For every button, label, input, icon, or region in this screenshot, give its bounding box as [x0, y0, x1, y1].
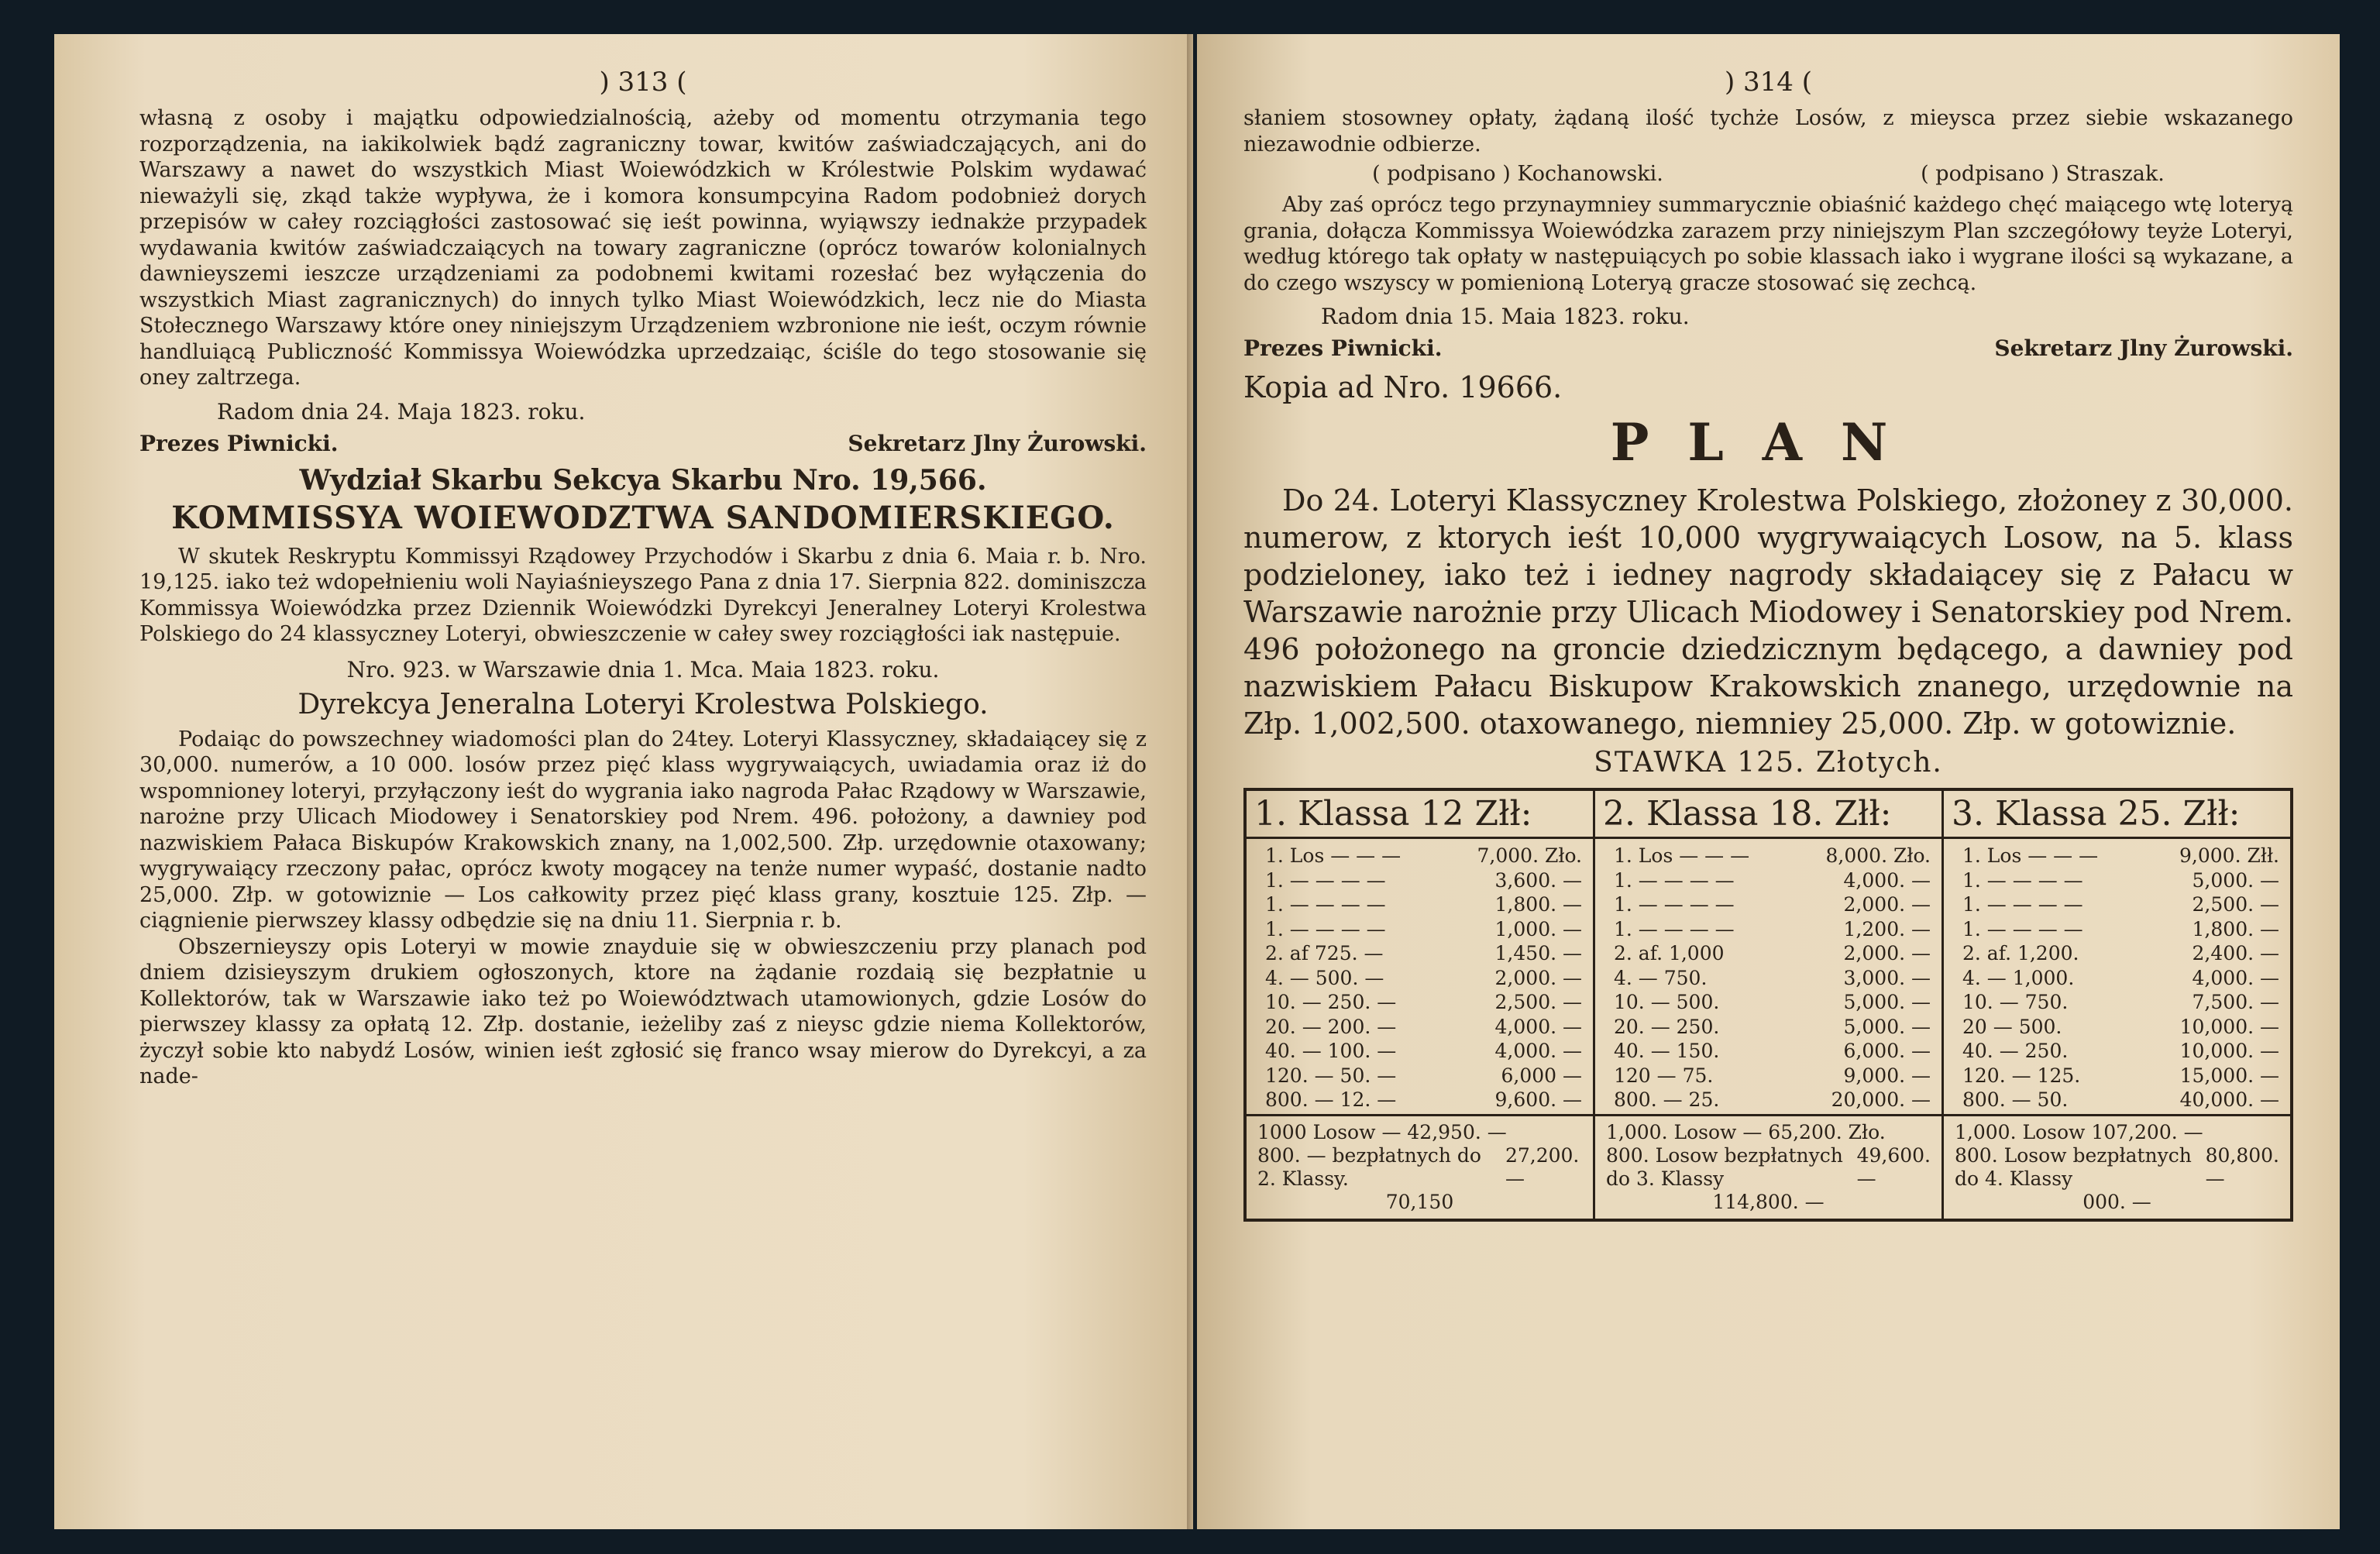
table-row: [1962, 1015, 2279, 1040]
table-row: [1962, 990, 2279, 1015]
class-column: [1944, 791, 2290, 1219]
row-label: 40. — 100. —: [1265, 1040, 1397, 1062]
class-header: 1. Klassa 12 Złł:: [1247, 791, 1593, 839]
class-header: 3. Klassa 25. Złł:: [1944, 791, 2290, 839]
row-label: 1. — — — —: [1962, 917, 2083, 940]
row-value: 2,400. —: [2192, 942, 2279, 964]
table-row: [1265, 1088, 1582, 1112]
row-value: 2,500. —: [2192, 893, 2279, 916]
paragraph: Aby zaś oprócz tego przynaymniey summarycznie obiaśnić każdego chęć maiącego wtę loteryą grania, dołącza Kommissya Woiewódzka zarazem przy niniejszym Plan szczegółowy teyże Loteryi, według którego tak opłaty w następuiących po sobie klassach iako i wygrane ilości są wykazane, a do czego wszyscy w pomienioną Loteryą gracze stosować się zechcą.: [1243, 193, 2293, 295]
signatures: [1243, 335, 2293, 361]
row-value: 20,000. —: [1831, 1088, 1931, 1111]
summary-row: [1606, 1144, 1931, 1191]
row-value: 5,000. —: [2192, 868, 2279, 892]
class-rows: [1595, 839, 1941, 1114]
row-value: 9,000. Złł.: [2179, 844, 2279, 867]
row-label: 20. — 250.: [1614, 1015, 1720, 1038]
row-value: 4,000. —: [1494, 1040, 1582, 1062]
summary-free: 800. Losow bezpłatnych do 4. Klassy: [1955, 1143, 2192, 1190]
summary-row: [1955, 1144, 2279, 1191]
row-label: 1. — — — —: [1614, 917, 1735, 940]
row-label: 1. — — — —: [1962, 868, 2083, 892]
summary-losow: 1,000. Losow 107,200. —: [1955, 1120, 2203, 1143]
table-row: [1265, 1064, 1582, 1088]
summary-total: 114,800. —: [1712, 1190, 1825, 1213]
row-label: 4. — 500. —: [1265, 966, 1384, 989]
nro-line: Nro. 923. w Warszawie dnia 1. Mca. Maia 1823. roku.: [346, 656, 940, 682]
class-column: [1595, 791, 1944, 1219]
row-value: 2,500. —: [1494, 991, 1582, 1013]
row-value: 3,600. —: [1494, 868, 1582, 892]
summary-total: 000. —: [2082, 1190, 2151, 1213]
row-value: 4,000. —: [1843, 868, 1931, 892]
row-label: 20. — 200. —: [1265, 1015, 1397, 1038]
plan-title: PLAN: [1610, 412, 1927, 473]
row-value: 7,500. —: [2192, 991, 2279, 1013]
page-number: ) 313 (: [599, 67, 687, 98]
row-value: 4,000. —: [2192, 966, 2279, 989]
row-value: 6,000 —: [1501, 1064, 1582, 1087]
date-line: Radom dnia 24. Maja 1823. roku.: [217, 398, 586, 425]
summary-amount: 27,200. —: [1505, 1143, 1580, 1190]
paragraph: Obszernieyszy opis Loteryi w mowie znayduie się w obwieszczeniu przy planach pod dniem dzisieyszym drukiem ogłoszonych, ktore na żądanie rozdaią się bezpłatnie u Kollektorów, tak w Warszawie iako też po Woiewództwach utamowionych, gdzie Losów do pierwszey klassy za opłatą 12. Złp. dostanie, ieżeliby zaś z nieysc gdzie niema Kollektorów, życzył sobie kto nabydź Losów, winien ieśt zgłosić się franco wsay mierow do Dyrekcyi, a za nade-: [139, 934, 1147, 1088]
row-label: 4. — 750.: [1614, 966, 1708, 989]
row-value: 4,000. —: [1494, 1015, 1582, 1038]
row-label: 120. — 125.: [1962, 1064, 2081, 1087]
lottery-table: [1243, 788, 2293, 1222]
row-value: 5,000. —: [1843, 991, 1931, 1013]
prezes-signature: Prezes Piwnicki.: [1243, 335, 1443, 361]
row-value: 1,000. —: [1494, 917, 1582, 940]
row-label: 1. Los — — —: [1265, 844, 1402, 867]
summary-amount: 49,600. —: [1856, 1143, 1931, 1190]
class-summary: [1944, 1114, 2290, 1219]
row-value: 1,800. —: [2192, 917, 2279, 940]
table-row: [1265, 966, 1582, 991]
row-label: 40. — 150.: [1614, 1040, 1720, 1062]
table-row: [1962, 844, 2279, 868]
table-row: [1962, 1088, 2279, 1112]
summary-losow: 1000 Losow — 42,950. —: [1257, 1120, 1507, 1143]
row-value: 7,000. Zło.: [1477, 844, 1582, 867]
row-value: 1,200. —: [1843, 917, 1931, 940]
row-value: 1,450. —: [1494, 942, 1582, 964]
table-row: [1265, 941, 1582, 966]
summary-free: 800. Losow bezpłatnych do 3. Klassy: [1606, 1143, 1843, 1190]
table-row: [1265, 1039, 1582, 1064]
row-value: 2,000. —: [1843, 893, 1931, 916]
class-column: [1247, 791, 1595, 1219]
class-header: 2. Klassa 18. Złł:: [1595, 791, 1941, 839]
row-value: 9,600. —: [1494, 1088, 1582, 1111]
table-row: [1265, 990, 1582, 1015]
row-label: 1. — — — —: [1265, 917, 1386, 940]
prezes-signature: Prezes Piwnicki.: [139, 430, 339, 456]
row-label: 4. — 1,000.: [1962, 966, 2075, 989]
row-value: 2,000. —: [1494, 966, 1582, 989]
row-label: 40. — 250.: [1962, 1040, 2069, 1062]
date-line: Radom dnia 15. Maia 1823. roku.: [1321, 304, 1690, 329]
row-value: 2,000. —: [1843, 942, 1931, 964]
kopia-line: Kopia ad Nro. 19666.: [1243, 370, 1563, 404]
left-page: [54, 34, 1193, 1529]
table-row: [1265, 1015, 1582, 1040]
plan-text: Do 24. Loteryi Klassyczney Krolestwa Polskiego, złożoney z 30,000. numerow, z ktorych ieśt 10,000 wygrywaiących Losow, na 5. klass podzieloney, iako też i iedney nagrody składaiącey się z Pałacu w Warszawie narożnie przy Ulicach Miodowey i Senatorskiey pod Nrem. 496 położonego na groncie dziedzicznym będącego, a dawniey pod nazwiskiem Pałacu Biskupow Krakowskich znanego, urzędownie na Złp. 1,002,500. otaxowanego, niemniey 25,000. Złp. w gotowiznie.: [1243, 483, 2293, 741]
row-value: 5,000. —: [1843, 1015, 1931, 1038]
sekretarz-signature: Sekretarz Jlny Żurowski.: [1994, 335, 2293, 361]
class-rows: [1944, 839, 2290, 1114]
row-value: 9,000. —: [1843, 1064, 1931, 1087]
table-row: [1614, 844, 1931, 868]
table-row: [1962, 868, 2279, 893]
podpisano-left: ( podpisano ) Kochanowski.: [1372, 162, 1663, 186]
row-label: 2. af 725. —: [1265, 942, 1384, 964]
table-row: [1614, 990, 1931, 1015]
summary-free: 800. — bezpłatnych do 2. Klassy.: [1257, 1143, 1481, 1190]
dyrekcya-heading: Dyrekcya Jeneralna Loteryi Krolestwa Polskiego.: [298, 688, 989, 720]
book-spread: [54, 34, 2340, 1529]
table-row: [1962, 1039, 2279, 1064]
table-row: [1962, 892, 2279, 917]
sekretarz-signature: Sekretarz Jlny Żurowski.: [848, 430, 1147, 456]
table-row: [1614, 868, 1931, 893]
table-row: [1962, 1064, 2279, 1088]
table-row: [1614, 1015, 1931, 1040]
row-label: 1. Los — — —: [1614, 844, 1750, 867]
table-row: [1265, 868, 1582, 893]
row-label: 800. — 50.: [1962, 1088, 2069, 1111]
table-row: [1265, 892, 1582, 917]
podpisano-right: ( podpisano ) Straszak.: [1921, 162, 2165, 186]
row-label: 1. — — — —: [1265, 893, 1386, 916]
row-label: 10. — 500.: [1614, 991, 1720, 1013]
row-label: 2. af. 1,200.: [1962, 942, 2079, 964]
row-label: 10. — 750.: [1962, 991, 2069, 1013]
row-label: 1. — — — —: [1614, 893, 1735, 916]
kommissya-heading: KOMMISSYA WOIEWODZTWA SANDOMIERSKIEGO.: [171, 499, 1115, 536]
paragraph: słaniem stosowney opłaty, żądaną ilość tychże Losów, z mieysca przez siebie wskazanego niezawodnie odbierze.: [1243, 106, 2293, 156]
paragraph: własną z osoby i majątku odpowiedzialnością, ażeby od momentu otrzymania tego rozporządzenia, na iakikolwiek bądź zagraniczny towar, kwitów zaświadczających, ani do Warszawy a nawet do wszystkich Miast Woiewódzkich w Królestwie Polskim wydawać nieważyli się, zkąd także wypływa, że i komora konsumpcyina Radom podobnież dorych przepisów w całey rozciągłości zastosować się ieśt powinna, wyiąwszy iednakże przypadek wydawania kwitów zaświadczaiących na towary zagraniczne (oprócz towarów kolonialnych dawnieyszemi ieszcze urządzeniami za podobnemi kwitami rozesłać bez wyłączenia do wszystkich Miast zagranicznych) do innych tylko Miast Woiewódzkich, lecz nie do Miasta Stołecznego Warszawy które oney niniejszym Urządzeniem wzbronione nie ieśt, oczym równie handluiącą Publiczność Kommissya Woiewódzka uprzedzaiąc, ściśle do tego stosowanie się oney zaltrzega.: [139, 106, 1147, 390]
summary-total: 70,150: [1385, 1190, 1454, 1213]
row-value: 8,000. Zło.: [1825, 844, 1931, 867]
table-row: [1265, 917, 1582, 942]
row-value: 10,000. —: [2179, 1040, 2279, 1062]
row-value: 10,000. —: [2179, 1015, 2279, 1038]
row-label: 800. — 12. —: [1265, 1088, 1397, 1111]
row-label: 1. — — — —: [1962, 893, 2083, 916]
table-row: [1614, 1064, 1931, 1088]
summary-amount: 80,800. —: [2205, 1143, 2279, 1190]
row-label: 1. — — — —: [1265, 868, 1386, 892]
podpisano-line: [1243, 162, 2293, 186]
table-row: [1614, 1039, 1931, 1064]
row-label: 10. — 250. —: [1265, 991, 1397, 1013]
row-label: 120 — 75.: [1614, 1064, 1714, 1087]
class-summary: [1247, 1114, 1593, 1219]
class-summary: [1595, 1114, 1941, 1219]
row-label: 20 — 500.: [1962, 1015, 2062, 1038]
table-row: [1614, 917, 1931, 942]
right-page: [1197, 34, 2340, 1529]
summary-row: [1257, 1144, 1582, 1191]
row-label: 2. af. 1,000: [1614, 942, 1725, 964]
row-value: 40,000. —: [2179, 1088, 2279, 1111]
signatures: [139, 431, 1147, 456]
row-value: 15,000. —: [2179, 1064, 2279, 1087]
paragraph: W skutek Reskryptu Kommissyi Rządowey Przychodów i Skarbu z dnia 6. Maia r. b. Nro. 19,125. iako też wdopełnieniu woli Nayiaśnieyszego Pana z dnia 17. Sierpnia 822. dominiszcza Kommissya Woiewódzka przez Dziennik Woiewódzki Dyrekcyi Jeneralney Loteryi Krolestwa Polskiego do 24 klassyczney Loteryi, obwieszczenie w całey swey rozciągłości iak następuie.: [139, 544, 1147, 646]
summary-losow: 1,000. Losow — 65,200. Zło.: [1606, 1120, 1886, 1143]
page-number: ) 314 (: [1724, 67, 1813, 98]
paragraph: Podaiąc do powszechney wiadomości plan do 24tey. Loteryi Klassyczney, składaiącey się z 30,000. numerów, a 10 000. losów przez pięć klass wygrywaiących, uwiadamia oraz iż do wspomnioney loteryi, przyłączony ieśt do wygrania iako nagroda Pałac Rządowy w Warszawie, narożne przy Ulicach Miodowey i Senatorskiey pod Nrem. 496. położony, a dawniey pod nazwiskiem Pałaca Biskupów Krakowskich znany, na 1,002,500. Złp. urzędownie otaxowany; wygrywaiący rzeczony pałac, oprócz kwoty mogącey na tenże numer wypaść, dostanie nadto 25,000. Złp. w gotowiznie — Los całkowity przez pięć klass grany, kosztuie 125. Złp. — ciągnienie pierwszey klassy odbędzie się na dniu 11. Sierpnia r. b.: [139, 727, 1147, 933]
row-label: 800. — 25.: [1614, 1088, 1720, 1111]
class-rows: [1247, 839, 1593, 1114]
table-row: [1962, 917, 2279, 942]
row-value: 1,800. —: [1494, 893, 1582, 916]
section-heading: Wydział Skarbu Sekcya Skarbu Nro. 19,566.: [299, 463, 987, 497]
table-row: [1962, 941, 2279, 966]
table-row: [1614, 892, 1931, 917]
table-row: [1962, 966, 2279, 991]
row-label: 120. — 50. —: [1265, 1064, 1397, 1087]
row-value: 3,000. —: [1843, 966, 1931, 989]
table-row: [1614, 1088, 1931, 1112]
row-value: 6,000. —: [1843, 1040, 1931, 1062]
table-row: [1614, 966, 1931, 991]
stawka-line: STAWKA 125. Złotych.: [1594, 747, 1943, 779]
table-row: [1614, 941, 1931, 966]
table-row: [1265, 844, 1582, 868]
row-label: 1. — — — —: [1614, 868, 1735, 892]
row-label: 1. Los — — —: [1962, 844, 2099, 867]
